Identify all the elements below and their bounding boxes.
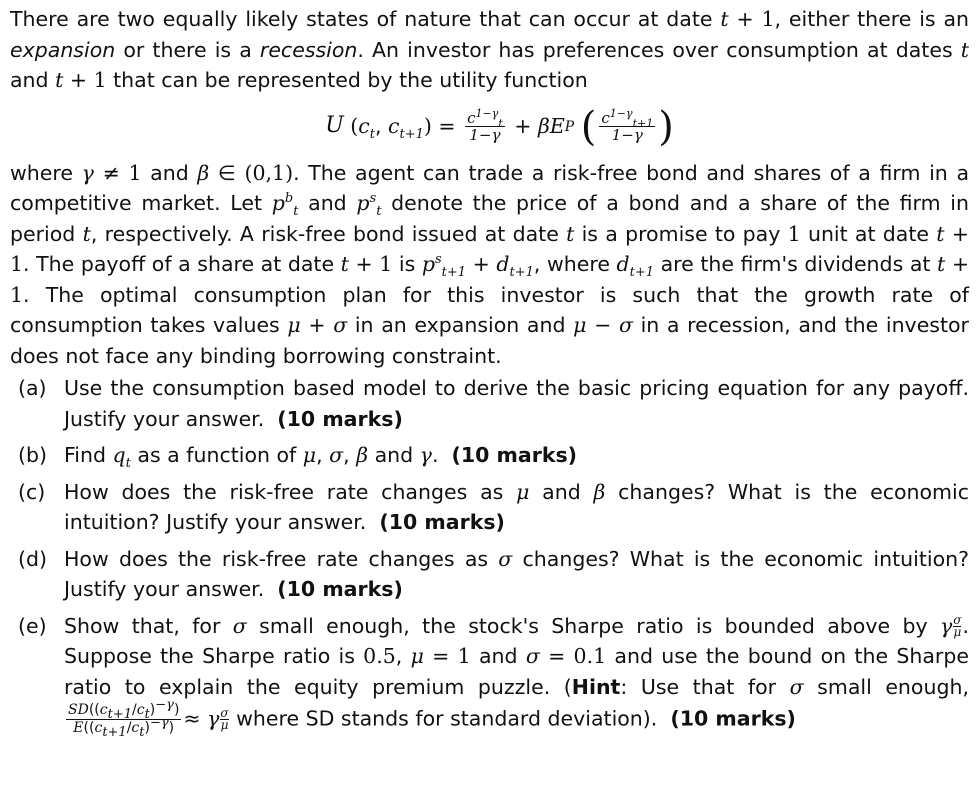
marks: (10 marks) (670, 706, 796, 731)
question-label: (a) (18, 376, 47, 400)
question-e: (e) Show that, for σ small enough, the stock's Sharpe ratio is bounded above by γ $\frac{\sigma}{\mu}$ . Suppose the Sharpe ratio is 0.5, μ = 1 and σ = 0.1 and use the bound on the Sharpe ratio to explain the equity premium puzzle. (Hint: Use that for σ small enough, $\frac{SD((c_{t+1}/c_t)^{-\gamma})}{E((c_{t+1}/c_t)^{-\gamma})}$ ≈ γ $\frac{\sigma}{\mu}$ where SD stands for standard deviation). (10 marks) (10, 611, 969, 738)
marks: (10 marks) (451, 443, 578, 467)
question-label: (e) (18, 613, 47, 638)
question-label: (b) (18, 443, 48, 467)
question-list (10, 373, 969, 740)
marks: (10 marks) (379, 510, 505, 534)
question-b: (b) Find $q_t$ as a function of μ, σ, β and γ. (10 marks) (10, 440, 969, 471)
marks: (10 marks) (277, 577, 403, 601)
question-label: (d) (18, 546, 48, 571)
body-paragraph: where γ ≠ 1 and β ∈ (0,1). The agent can trade a risk-free bond and shares of a firm in a competitive market. Let $p^b_t$ and $p^s_t$ denote the price of a bond and a share of the firm in period t, respectively. A risk-free bond issued at date t is a promise to pay 1 unit at date t + 1. The payoff of a share at date t + 1 is $p^s_{t+1} + d_{t+1}$, where $d_{t+1}$ are the firm's dividends at t + 1. The optimal consumption plan for this investor is such that the growth rate of consumption takes values μ + σ in an expansion and μ − σ in a recession, and the investor does not face any binding borrowing constraint. (10, 160, 970, 368)
question-c: (c) How does the risk-free rate changes as μ and β changes? What is the economic intuition? Justify your answer. (10 marks) (10, 477, 969, 538)
question-a: (a) Use the consumption based model to derive the basic pricing equation for any payoff. Justify your answer. (10 marks) (10, 373, 969, 434)
marks: (10 marks) (277, 406, 403, 431)
intro-paragraph: There are two equally likely states of nature that can occur at date t + 1, either there is an expansion or there is a recession. An investor has preferences over consumption at dates t and t + 1 that can be represented by the utility function (10, 7, 970, 92)
utility-equation: U ( $c_t$ , $c_{t+1}$ ) = $\frac{c^{1-\gamma}_t}{1-\gamma}$ + βE P ( $\frac{c^{1-\gamma}_{t+1}}{1-\gamma}$ ) (325, 103, 674, 150)
question-label: (c) (18, 479, 46, 504)
question-d: (d) How does the risk-free rate changes as σ changes? What is the economic intuition? Justify your answer. (10 marks) (10, 544, 969, 605)
